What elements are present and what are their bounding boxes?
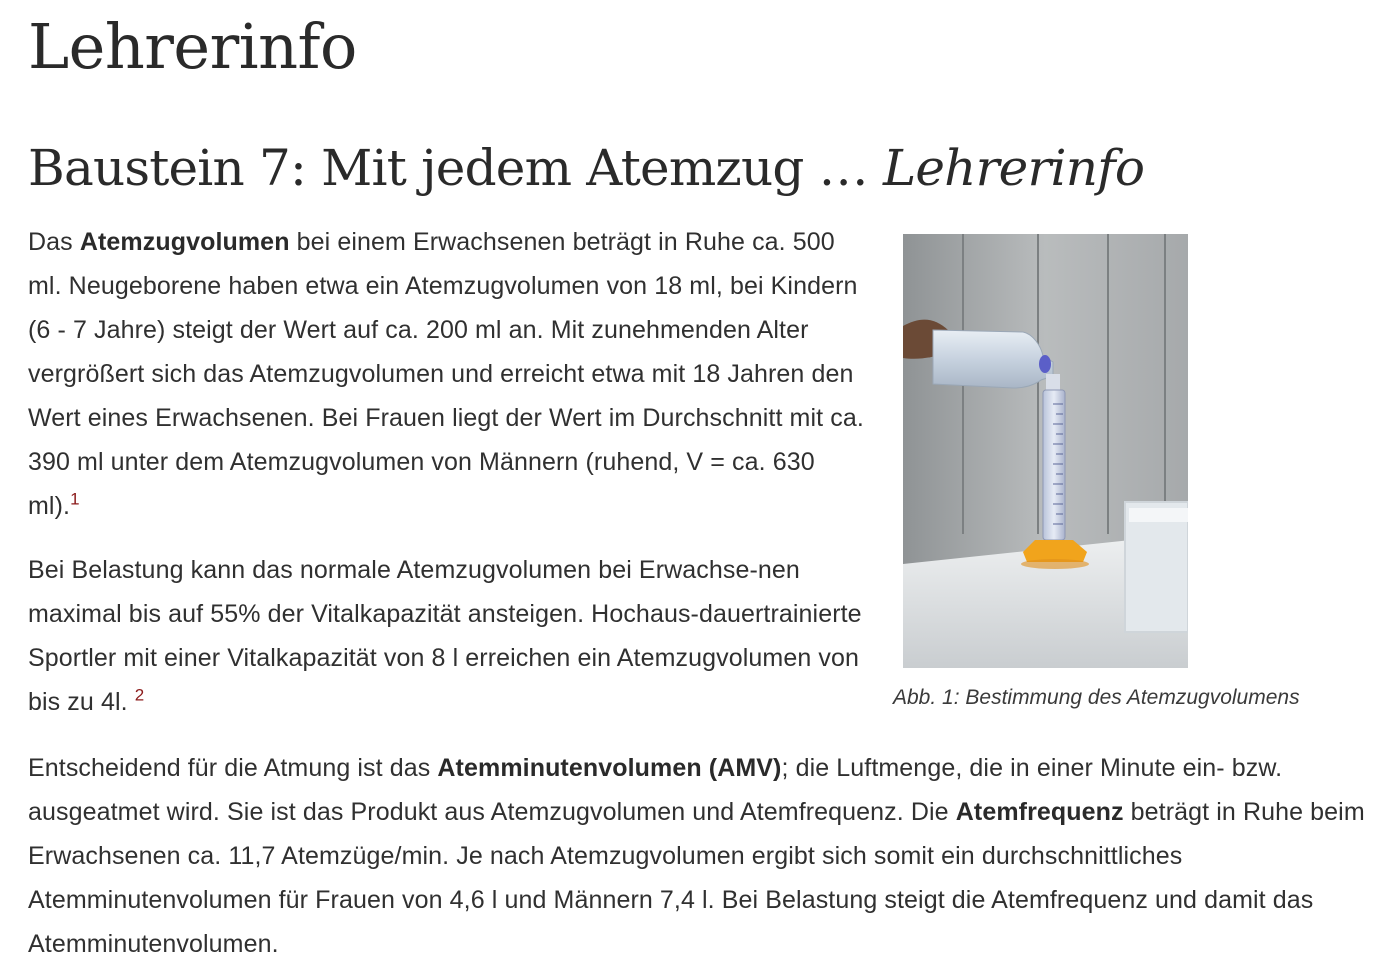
paragraph-text: Das <box>28 228 80 256</box>
photo-measuring-cylinder <box>903 234 1188 668</box>
footnote-ref-2[interactable]: 2 <box>134 685 145 705</box>
term-atemzugvolumen: Atemzugvolumen <box>79 228 290 256</box>
paragraph-atemminutenvolumen <box>28 746 1368 966</box>
paragraph-text: Entscheidend für die Atmung ist das <box>28 754 438 782</box>
paragraph-text: beträgt in Ruhe beim Erwachsenen ca. 11,7 Atemzüge/min. Je nach Atemzugvolumen ergibt sich somit ein durchschnittliches Atemminutenvolumen für Frauen von 4,6 l und Männern 7,4 l. Bei Belastung steigt die Atemfrequenz und damit das Atemminutenvolumen. <box>28 798 1365 958</box>
footnote-ref-1[interactable]: 1 <box>70 489 80 509</box>
paragraph-text: ; die Luftmenge, die in einer Minute ein- bzw. ausgeatmet wird. Sie ist das Produkt aus Atemzugvolumen und Atemfrequenz. Die <box>28 754 1283 826</box>
paragraph-atemzugvolumen <box>28 220 868 528</box>
section-heading <box>28 130 1144 206</box>
paragraph-text: Bei Belastung kann das normale Atemzugvolumen bei Erwachse-nen maximal bis auf 55% der Vitalkapazität ansteigen. Hochaus-dauertrainierte Sportler mit einer Vitalkapazität von 8 l erreichen ein Atemzugvolumen von bis zu 4l. <box>28 556 862 716</box>
term-atemminutenvolumen: Atemminutenvolumen (AMV) <box>437 754 782 782</box>
section-heading-italic: Lehrerinfo <box>882 139 1145 197</box>
paragraph-belastung <box>28 548 868 724</box>
page-title: Lehrerinfo <box>28 10 357 83</box>
figure-caption: Abb. 1: Bestimmung des Atemzugvolumens <box>893 686 1300 709</box>
figure-photo-measuring-cylinder <box>903 234 1188 668</box>
term-atemfrequenz: Atemfrequenz <box>955 798 1124 826</box>
section-heading-main: Baustein 7: Mit jedem Atemzug … <box>28 139 883 197</box>
paragraph-text: bei einem Erwachsenen beträgt in Ruhe ca. 500 ml. Neugeborene haben etwa ein Atemzugvolumen von 18 ml, bei Kindern (6 - 7 Jahre) steigt der Wert auf ca. 200 ml an. Mit zunehmenden Alter vergrößert sich das Atemzugvolumen und erreicht etwa mit 18 Jahren den Wert eines Erwachsenen. Bei Frauen liegt der Wert im Durchschnitt mit ca. 390 ml unter dem Atemzugvolumen von Männern (ruhend, V = ca. 630 ml). <box>28 228 864 520</box>
